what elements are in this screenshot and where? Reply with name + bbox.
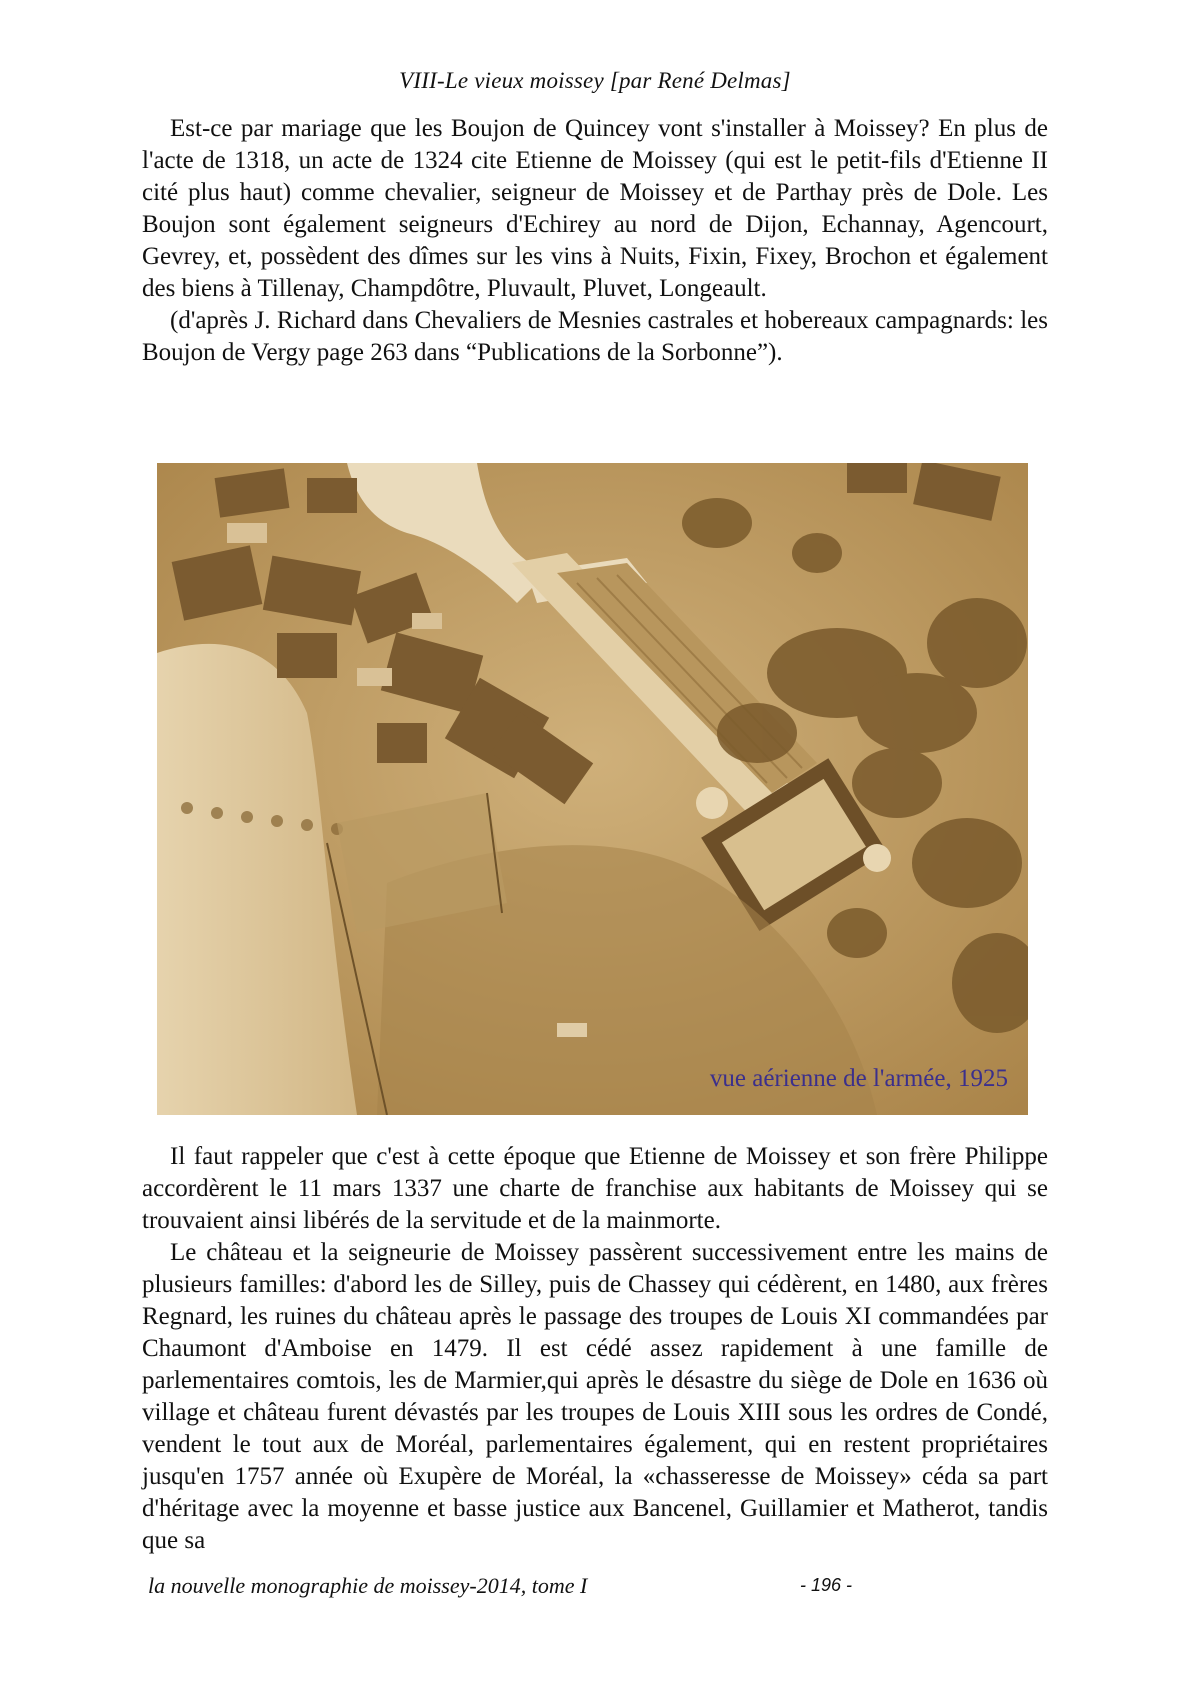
text-block-bottom [142,1141,1048,1557]
footer-book-title: la nouvelle monographie de moissey-2014, tome I [148,1573,588,1598]
paragraph: (d'après J. Richard dans Chevaliers de Mesnies castrales et hobereaux campagnards: les Boujon de Vergy page 263 dans “Publications de la Sorbonne”). [142,307,1048,366]
text-block-top [142,113,1048,369]
aerial-photo-image [157,463,1028,1115]
paragraph: Est-ce par mariage que les Boujon de Quincey vont s'installer à Moissey? En plus de l'acte de 1318, un acte de 1324 cite Etienne de Moissey (qui est le petit-fils d'Etienne II cité plus haut) comme chevalier, seigneur de Moissey et de Parthay près de Dole. Les Boujon sont également seigneurs d'Echirey au nord de Dijon, Echannay, Agencourt, Gevrey, et, possèdent des dîmes sur les vins à Nuits, Fixin, Fixey, Brochon et également des biens à Tillenay, Champdôtre, Pluvault, Pluvet, Longeault. [142,115,1048,302]
paragraph: Le château et la seigneurie de Moissey passèrent successivement entre les mains de plusieurs familles: d'abord les de Silley, puis de Chassey qui cédèrent, en 1480, aux frères Regnard, les ruines du château après le passage des troupes de Louis XI commandées par Chaumont d'Amboise en 1479. Il est cédé assez rapidement à une famille de parlementaires comtois, les de Marmier,qui après le désastre du siège de Dole en 1636 où village et château furent dévastés par les troupes de Louis XIII sous les ordres de Condé, vendent le tout aux de Moréal, parlementaires également, qui en restent propriétaires jusqu'en 1757 année où Exupère de Moréal, la «chasseresse de Moissey» céda sa part d'héritage avec la moyenne et basse justice aux Bancenel, Guillamier et Matherot, tandis que sa [142,1239,1048,1554]
paragraph: Il faut rappeler que c'est à cette époque que Etienne de Moissey et son frère Philippe accordèrent le 11 mars 1337 une charte de franchise aux habitants de Moissey qui se trouvaient ainsi libérés de la servitude et de la mainmorte. [142,1143,1048,1234]
photo-caption: vue aérienne de l'armée, 1925 [709,1065,1008,1092]
page-number: - 196 - [800,1575,853,1595]
aerial-photograph [157,463,1028,1115]
running-header: VIII-Le vieux moissey [par René Delmas] [399,68,791,93]
